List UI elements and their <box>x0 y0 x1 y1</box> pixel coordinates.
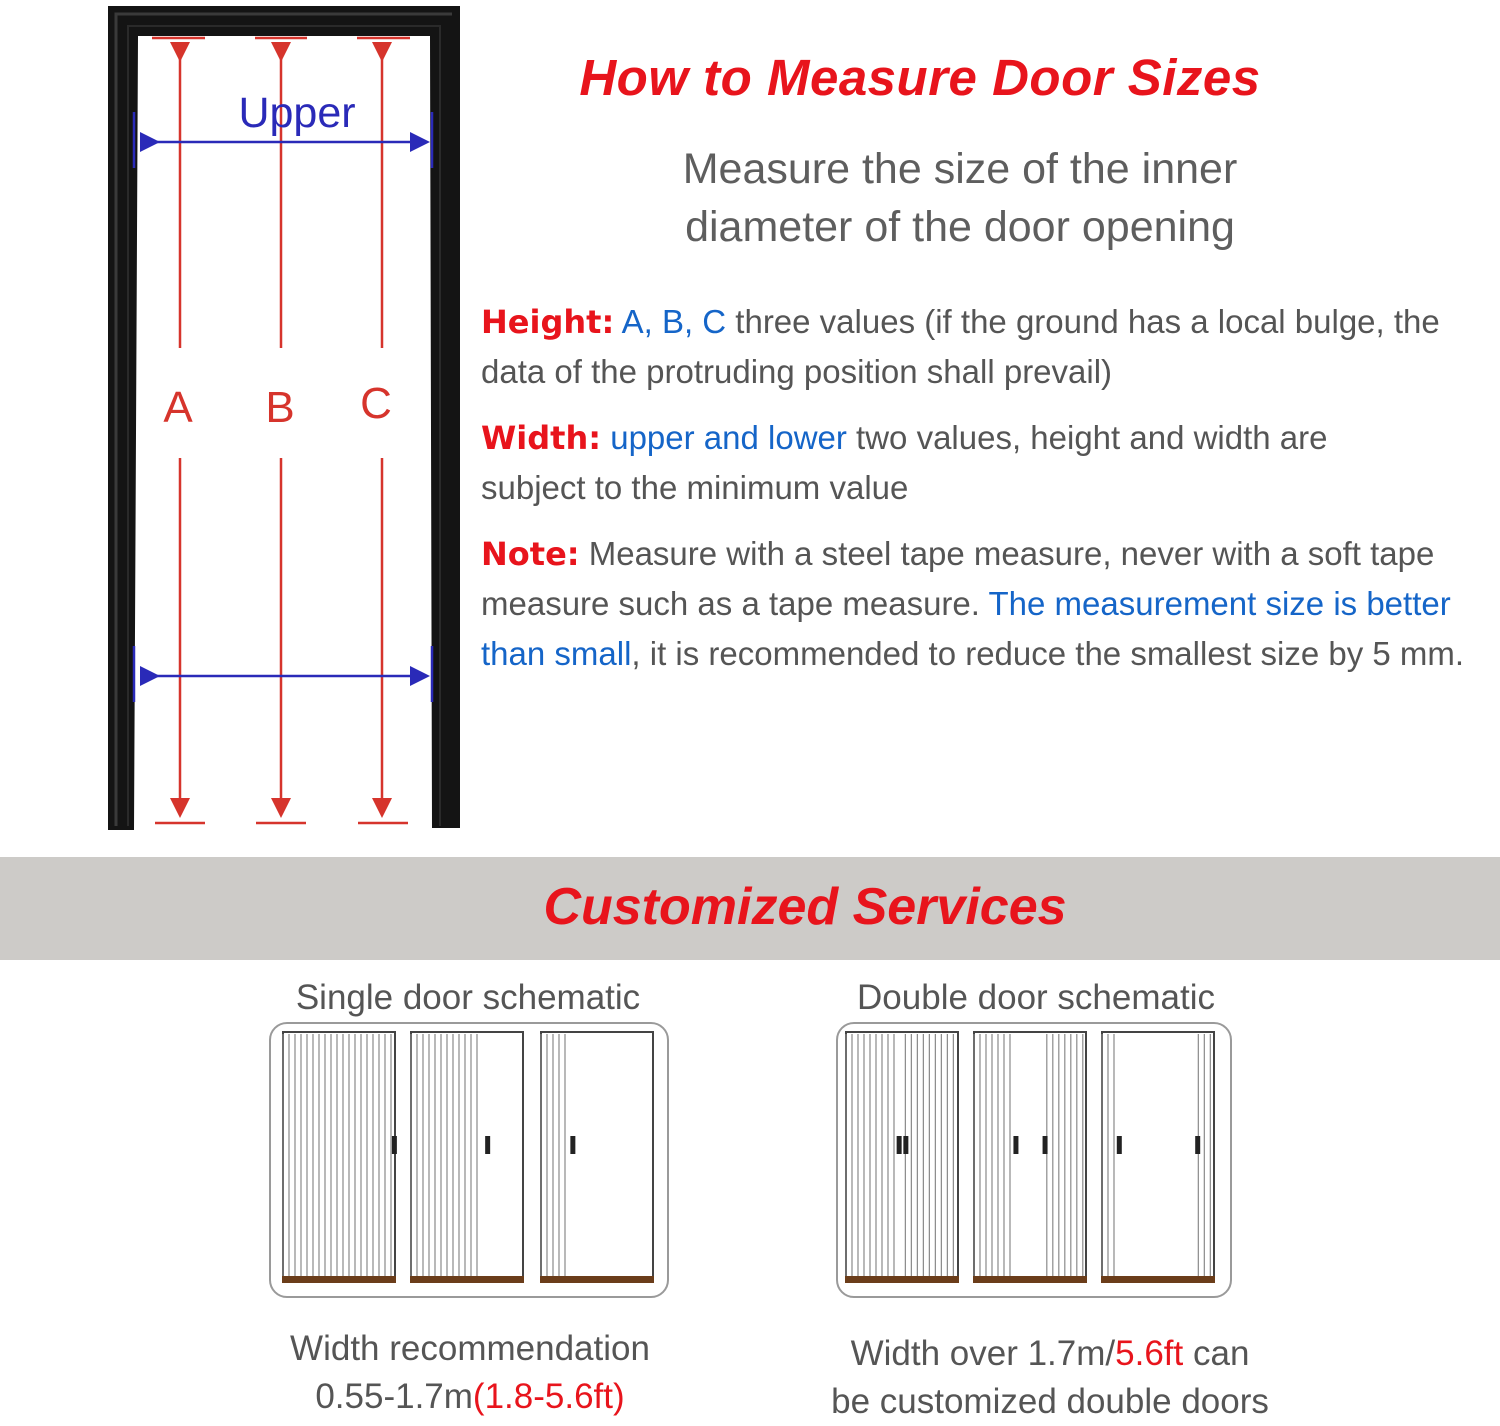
width-highlight: upper and lower <box>610 419 847 456</box>
door-handle <box>570 1136 575 1154</box>
door-panel <box>1102 1032 1214 1282</box>
upper-label: Upper <box>238 89 356 137</box>
note-text-1: Measure with a steel tape measure, never with a soft tape measure such as a tape measure. <box>481 535 1435 622</box>
height-instruction <box>481 297 1471 396</box>
door-panel <box>541 1032 653 1282</box>
width-lead: Width: <box>481 419 602 457</box>
door-track <box>540 1276 654 1283</box>
double-caption-line-1 <box>790 1330 1310 1378</box>
single-door-caption <box>240 1325 700 1421</box>
door-panel <box>283 1032 395 1282</box>
label-a: A <box>163 383 193 432</box>
subtitle-line-2: diameter of the door opening <box>685 203 1235 251</box>
single-door-label: Single door schematic <box>295 978 641 1017</box>
single-caption-range-ft: (1.8-5.6ft) <box>472 1377 625 1416</box>
single-door-schematic <box>269 1022 669 1298</box>
subtitle <box>560 140 1360 256</box>
door-panel <box>974 1032 1086 1282</box>
door-handle <box>897 1136 902 1154</box>
subtitle-line-1: Measure the size of the inner <box>682 145 1238 193</box>
note-text-2: , it is recommended to reduce the smallest size by 5 mm. <box>631 635 1465 672</box>
door-track <box>410 1276 524 1283</box>
door-handle <box>1043 1136 1048 1154</box>
note-instruction <box>481 529 1471 679</box>
height-lead: Height: <box>481 303 615 341</box>
door-panel <box>411 1032 523 1282</box>
door-handle <box>392 1136 397 1154</box>
door-track <box>845 1276 959 1283</box>
double-door-caption <box>790 1330 1310 1426</box>
double-door-schematic <box>836 1022 1232 1298</box>
single-caption-line-2 <box>240 1373 700 1421</box>
note-highlight: The measurement size is better than small <box>481 585 1451 672</box>
label-c: C <box>360 379 392 428</box>
door-handle <box>485 1136 490 1154</box>
double-caption-pre: Width over 1.7m/ <box>850 1334 1116 1373</box>
door-track <box>282 1276 396 1283</box>
door-handle <box>1013 1136 1018 1154</box>
label-b: B <box>265 383 295 432</box>
double-door-label: Double door schematic <box>857 978 1215 1017</box>
door-handle <box>1195 1136 1200 1154</box>
door-handle <box>903 1136 908 1154</box>
door-handle <box>1117 1136 1122 1154</box>
single-caption-line-1: Width recommendation <box>290 1329 650 1368</box>
door-measure-diagram <box>0 0 470 840</box>
single-door-drawing <box>271 1024 667 1296</box>
width-instruction <box>481 413 1401 512</box>
services-title: Customized Services <box>543 878 1067 936</box>
single-caption-range: 0.55-1.7m <box>315 1377 473 1416</box>
door-track <box>1101 1276 1215 1283</box>
double-caption-ft: 5.6ft <box>1115 1334 1184 1373</box>
double-caption-post: can <box>1183 1334 1250 1373</box>
note-lead: Note: <box>481 535 580 573</box>
height-highlight: A, B, C <box>621 303 727 340</box>
door-track <box>973 1276 1087 1283</box>
double-caption-line-2: be customized double doors <box>831 1382 1269 1421</box>
height-text: three values (if the ground has a local bulge, the data of the protruding position shall prevail) <box>481 303 1440 390</box>
width-text: two values, height and width are subject to the minimum value <box>481 419 1328 506</box>
double-door-drawing <box>838 1024 1230 1296</box>
page-title: How to Measure Door Sizes <box>579 49 1261 106</box>
